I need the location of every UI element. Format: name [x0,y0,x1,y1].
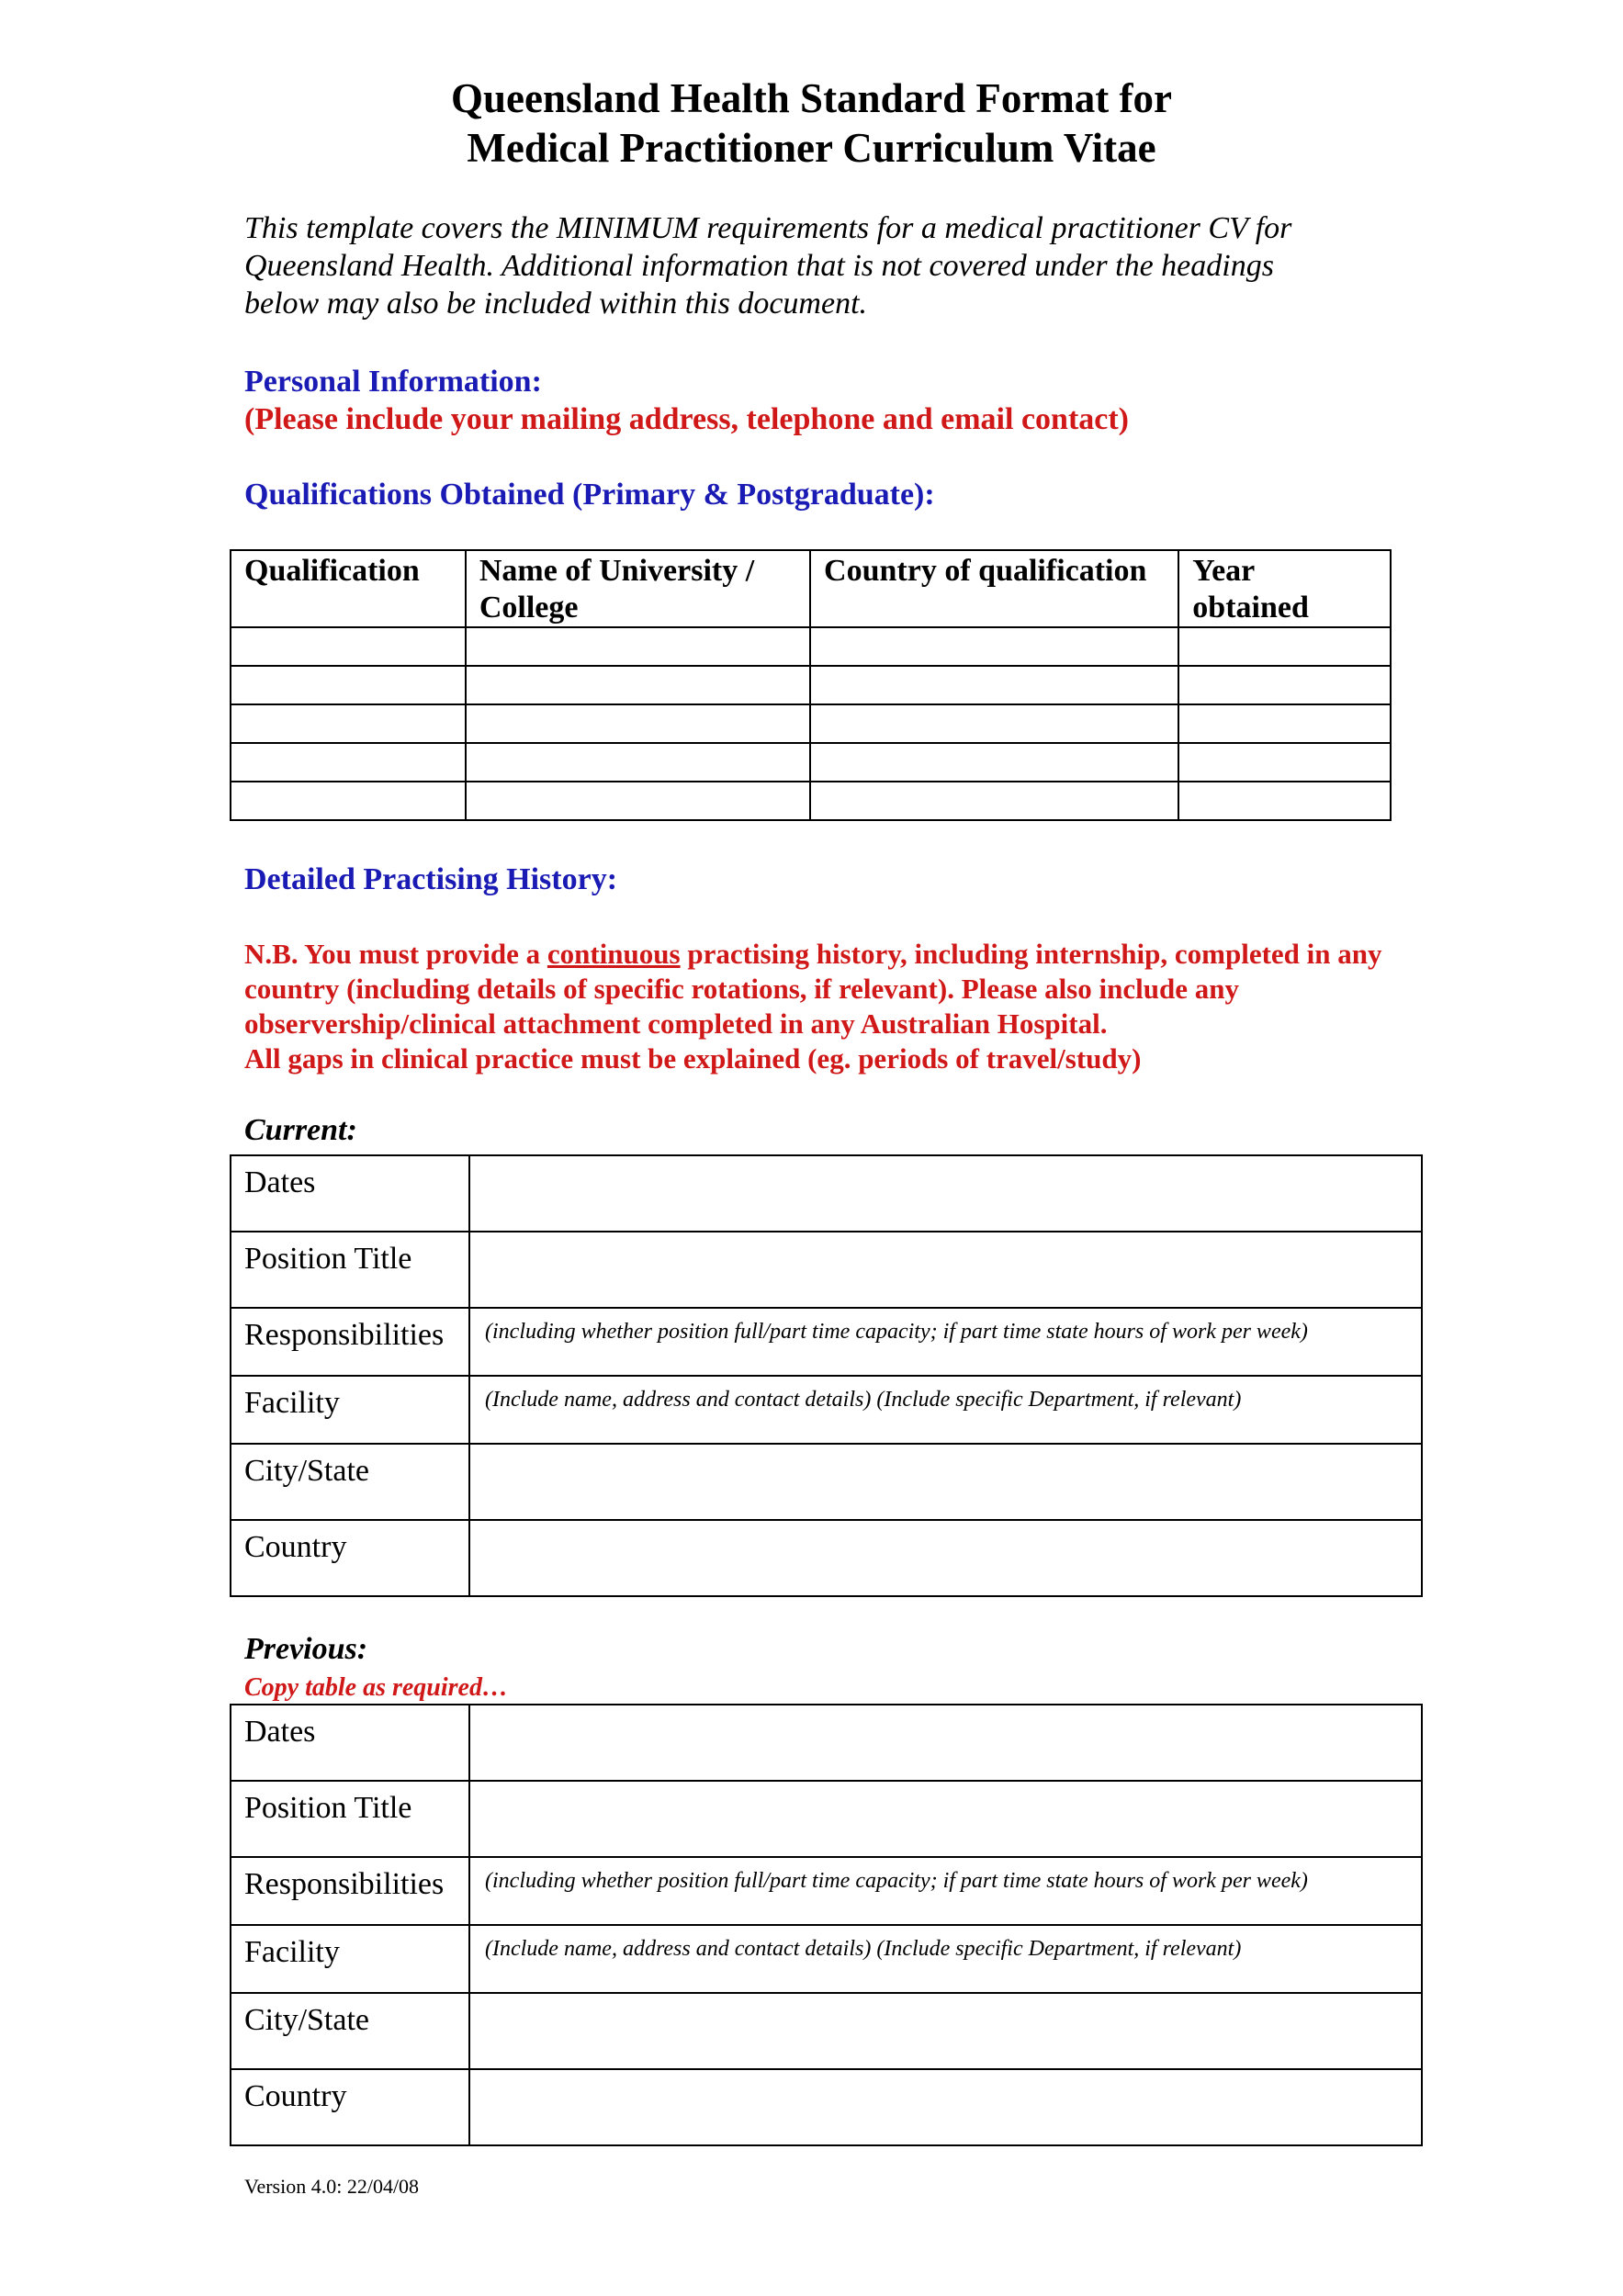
qualification-cell[interactable] [231,666,466,704]
facility-field[interactable]: (Include name, address and contact details) (Include specific Department, if relevant) [469,1376,1422,1444]
nb-underlined: continuous [547,938,681,970]
table-row [231,1925,1422,1993]
dates-field[interactable] [469,1155,1422,1232]
country-label: Country [231,1520,469,1596]
responsibilities-field[interactable]: (including whether position full/part time capacity; if part time state hours of work per week) [469,1857,1422,1925]
year-cell[interactable] [1178,627,1391,666]
nb-text-1: N.B. You must provide a [244,938,547,970]
position-title-label: Position Title [231,1232,469,1308]
practising-history-heading: Detailed Practising History: [244,862,618,896]
table-row [231,627,1391,666]
responsibilities-label: Responsibilities [231,1857,469,1925]
qualification-cell[interactable] [231,743,466,782]
col-university: Name of University / College [466,550,810,627]
city-state-label: City/State [231,1993,469,2069]
table-row [231,1705,1422,1781]
personal-info-heading: Personal Information: [244,365,542,399]
year-cell[interactable] [1178,666,1391,704]
table-row [231,704,1391,743]
country-field[interactable] [469,2069,1422,2145]
year-cell[interactable] [1178,743,1391,782]
responsibilities-label: Responsibilities [231,1308,469,1376]
position-title-field[interactable] [469,1232,1422,1308]
qualifications-header-row [231,550,1391,627]
nb-gaps-line: All gaps in clinical practice must be explained (eg. periods of travel/study) [244,1042,1142,1075]
qualifications-heading: Qualifications Obtained (Primary & Postgraduate): [244,478,935,512]
personal-info-note: (Please include your mailing address, telephone and email contact) [244,402,1130,436]
university-cell[interactable] [466,782,810,820]
university-cell[interactable] [466,627,810,666]
document-title [0,73,1623,173]
country-cell[interactable] [810,743,1178,782]
year-cell[interactable] [1178,782,1391,820]
facility-field[interactable]: (Include name, address and contact details) (Include specific Department, if relevant) [469,1925,1422,1993]
col-country: Country of qualification [810,550,1178,627]
position-title-field[interactable] [469,1781,1422,1857]
previous-heading: Previous: [244,1632,368,1666]
previous-position-table [230,1704,1423,2146]
table-row [231,782,1391,820]
nb-text-2: practising history, including internship, completed in any country (including details of specific rotations, if relevant). Please also include any observership/clinical attachment completed in any Australian Hospital. [244,938,1382,1040]
country-label: Country [231,2069,469,2145]
table-row [231,1155,1422,1232]
dates-field[interactable] [469,1705,1422,1781]
university-cell[interactable] [466,704,810,743]
country-cell[interactable] [810,704,1178,743]
country-field[interactable] [469,1520,1422,1596]
table-row [231,2069,1422,2145]
intro-line-1: This template covers the MINIMUM requirements for a medical practitioner CV for [244,211,1292,245]
city-state-field[interactable] [469,1993,1422,2069]
intro-line-2: Queensland Health. Additional information that is not covered under the headings [244,249,1274,283]
title-line-1: Queensland Health Standard Format for [450,75,1173,121]
table-row [231,1993,1422,2069]
current-position-table [230,1154,1423,1597]
practising-history-note [244,937,1438,1076]
table-row [231,1376,1422,1444]
qualifications-table [230,549,1392,821]
qualification-cell[interactable] [231,627,466,666]
table-row [231,1857,1422,1925]
year-cell[interactable] [1178,704,1391,743]
col-year: Year obtained [1178,550,1391,627]
table-row [231,1520,1422,1596]
table-row [231,1781,1422,1857]
qualification-cell[interactable] [231,704,466,743]
city-state-label: City/State [231,1444,469,1520]
col-qualification: Qualification [231,550,466,627]
copy-table-note: Copy table as required… [244,1673,508,1702]
country-cell[interactable] [810,627,1178,666]
current-heading: Current: [244,1113,357,1147]
qualification-cell[interactable] [231,782,466,820]
table-row [231,1444,1422,1520]
country-cell[interactable] [810,782,1178,820]
table-row [231,1232,1422,1308]
city-state-field[interactable] [469,1444,1422,1520]
intro-line-3: below may also be included within this document. [244,287,868,321]
facility-label: Facility [231,1925,469,1993]
university-cell[interactable] [466,743,810,782]
table-row [231,1308,1422,1376]
dates-label: Dates [231,1705,469,1781]
position-title-label: Position Title [231,1781,469,1857]
country-cell[interactable] [810,666,1178,704]
dates-label: Dates [231,1155,469,1232]
responsibilities-field[interactable]: (including whether position full/part time capacity; if part time state hours of work per week) [469,1308,1422,1376]
table-row [231,743,1391,782]
university-cell[interactable] [466,666,810,704]
title-line-2: Medical Practitioner Curriculum Vitae [467,125,1156,171]
version-footer: Version 4.0: 22/04/08 [244,2175,420,2198]
intro-paragraph [244,209,1438,322]
facility-label: Facility [231,1376,469,1444]
table-row [231,666,1391,704]
